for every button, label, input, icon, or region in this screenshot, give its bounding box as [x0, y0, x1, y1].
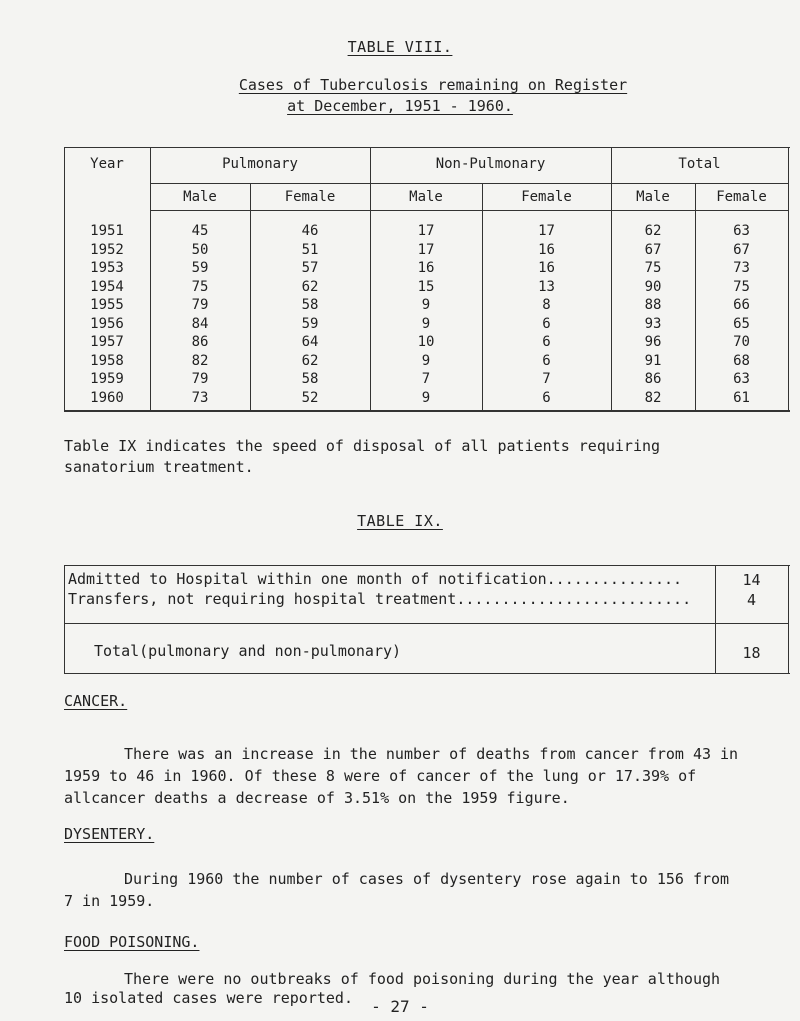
cancer-line-1: There was an increase in the number of deaths from cancer from 43 in — [124, 745, 739, 763]
cell-non-pulmonary-female: 7 — [542, 371, 551, 387]
intro-line-2: sanatorium treatment. — [64, 458, 254, 476]
header-pulmonary: Pulmonary — [222, 156, 298, 172]
cell-total-male: 90 — [644, 278, 662, 295]
table-viii-subtitle-2: at December, 1951 - 1960. — [287, 97, 513, 115]
cell-pulmonary-male: 50 — [191, 241, 209, 258]
cell-total-female: 68 — [733, 352, 750, 369]
cell-year: 1959 — [90, 371, 124, 387]
cell-total-male: 86 — [644, 371, 662, 387]
cell-total-female: 61 — [733, 389, 750, 406]
dysentery-line-1: During 1960 the number of cases of dysentery rose again to 156 from — [124, 870, 730, 888]
cell-total-female: 67 — [733, 241, 750, 258]
page-number: - 27 - — [371, 997, 429, 1016]
cell-total-male: 75 — [644, 260, 662, 276]
cell-year: 1956 — [90, 315, 124, 332]
row-transfers-label: Transfers, not requiring hospital treatment.......................... — [68, 590, 692, 608]
cell-pulmonary-female: 51 — [301, 241, 319, 258]
row-admitted-value: 14 — [742, 571, 761, 589]
header-non-pulmonary-male: Male — [409, 189, 443, 205]
cell-non-pulmonary-female: 13 — [538, 278, 555, 295]
cell-pulmonary-female: 57 — [301, 260, 319, 276]
cell-year: 1952 — [90, 241, 124, 258]
food-poisoning-line-2: 10 isolated cases were reported. — [64, 989, 353, 1007]
cell-year: 1954 — [90, 278, 124, 295]
cell-total-male: 88 — [644, 297, 662, 313]
cell-non-pulmonary-male: 10 — [417, 334, 435, 350]
row-total-label: Total(pulmonary and non-pulmonary) — [94, 642, 402, 660]
cell-pulmonary-female: 46 — [301, 223, 319, 239]
cell-pulmonary-female: 58 — [301, 371, 319, 387]
header-total: Total — [678, 156, 721, 172]
cell-pulmonary-female: 52 — [301, 389, 319, 406]
cell-non-pulmonary-male: 15 — [417, 278, 435, 295]
cell-year: 1951 — [90, 223, 124, 239]
cell-pulmonary-male: 45 — [191, 223, 209, 239]
cell-non-pulmonary-male: 9 — [421, 315, 431, 332]
header-non-pulmonary-female: Female — [521, 189, 572, 205]
header-pulmonary-male: Male — [183, 189, 217, 205]
disposal-table — [64, 565, 790, 674]
food-poisoning-heading: FOOD POISONING. — [64, 933, 200, 951]
cell-non-pulmonary-male: 16 — [417, 260, 435, 276]
dysentery-heading: DYSENTERY. — [64, 825, 155, 843]
cell-year: 1958 — [90, 352, 124, 369]
header-total-male: Male — [636, 189, 670, 205]
cell-total-female: 70 — [733, 334, 750, 350]
intro-line-1: Table IX indicates the speed of disposal of all patients requiring — [64, 437, 661, 455]
cell-total-female: 75 — [733, 278, 750, 295]
header-pulmonary-female: Female — [284, 189, 336, 205]
row-admitted-label: Admitted to Hospital within one month of notification............... — [68, 570, 683, 588]
dysentery-line-2: 7 in 1959. — [64, 892, 155, 910]
cell-non-pulmonary-male: 9 — [421, 389, 431, 406]
cell-non-pulmonary-female: 6 — [542, 315, 551, 332]
table-ix-title: TABLE IX. — [357, 512, 443, 530]
food-poisoning-line-1: There were no outbreaks of food poisoning during the year although — [124, 970, 721, 988]
cell-pulmonary-male: 79 — [191, 297, 209, 313]
cancer-line-2: 1959 to 46 in 1960. Of these 8 were of cancer of the lung or 17.39% of — [64, 767, 697, 785]
table-viii-title: TABLE VIII. — [347, 38, 453, 56]
cell-total-female: 66 — [733, 297, 750, 313]
cell-year: 1960 — [90, 389, 124, 406]
cancer-line-3: allcancer deaths a decrease of 3.51% on the 1959 figure. — [64, 789, 570, 807]
cell-pulmonary-male: 73 — [191, 389, 209, 406]
row-transfers-value: 4 — [746, 591, 757, 609]
cell-non-pulmonary-female: 6 — [542, 389, 551, 406]
cell-non-pulmonary-female: 6 — [542, 334, 551, 350]
cell-non-pulmonary-female: 17 — [538, 223, 555, 239]
cell-non-pulmonary-male: 17 — [417, 223, 435, 239]
header-non-pulmonary: Non-Pulmonary — [435, 156, 546, 172]
cell-pulmonary-female: 58 — [301, 297, 319, 313]
cell-total-female: 63 — [733, 371, 750, 387]
cell-pulmonary-female: 59 — [301, 315, 319, 332]
cell-total-male: 62 — [644, 223, 662, 239]
cell-pulmonary-male: 79 — [191, 371, 209, 387]
cell-non-pulmonary-female: 6 — [542, 352, 551, 369]
cell-pulmonary-female: 62 — [301, 278, 319, 295]
cell-year: 1955 — [90, 297, 124, 313]
cell-non-pulmonary-male: 9 — [421, 297, 431, 313]
cell-non-pulmonary-female: 8 — [542, 297, 551, 313]
cell-year: 1957 — [90, 334, 124, 350]
cancer-heading: CANCER. — [64, 692, 128, 710]
cell-year: 1953 — [90, 260, 124, 276]
cell-non-pulmonary-male: 7 — [421, 371, 431, 387]
cell-non-pulmonary-female: 16 — [538, 260, 555, 276]
cell-non-pulmonary-female: 16 — [538, 241, 555, 258]
header-total-female: Female — [716, 189, 767, 205]
cell-pulmonary-male: 75 — [191, 278, 209, 295]
cell-pulmonary-female: 62 — [301, 352, 319, 369]
table-viii-subtitle-1: Cases of Tuberculosis remaining on Register — [238, 76, 628, 94]
cell-pulmonary-male: 59 — [191, 260, 209, 276]
row-total-value: 18 — [742, 644, 761, 662]
cell-total-female: 65 — [733, 315, 750, 332]
tuberculosis-table — [64, 147, 790, 412]
cell-total-male: 82 — [644, 389, 662, 406]
cell-pulmonary-male: 82 — [191, 352, 209, 369]
cell-total-female: 73 — [733, 260, 750, 276]
cell-total-male: 96 — [644, 334, 662, 350]
header-year: Year — [90, 156, 124, 172]
cell-total-male: 67 — [644, 241, 662, 258]
cell-non-pulmonary-male: 9 — [421, 352, 431, 369]
cell-pulmonary-male: 84 — [191, 315, 209, 332]
cell-total-male: 91 — [644, 352, 662, 369]
cell-pulmonary-female: 64 — [301, 334, 319, 350]
cell-non-pulmonary-male: 17 — [417, 241, 435, 258]
cell-total-male: 93 — [644, 315, 662, 332]
cell-pulmonary-male: 86 — [191, 334, 209, 350]
cell-total-female: 63 — [733, 223, 750, 239]
